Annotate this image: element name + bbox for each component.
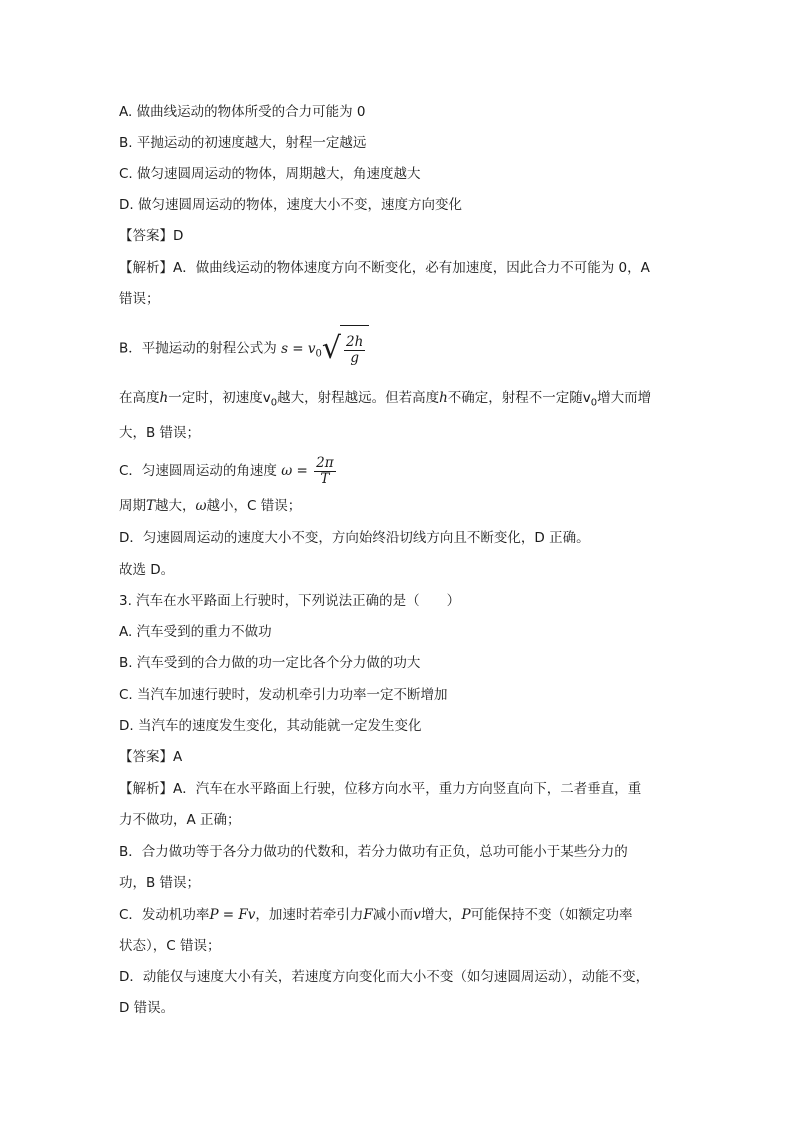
q2-option-b: B. 平抛运动的初速度越大，射程一定越远 [119, 135, 367, 151]
q2-analysis-c-line1 [119, 452, 338, 490]
q3-analysis-b-line1: B．合力做功等于各分力做功的代数和，若分力做功有正负，总功可能小于某些分力的 [119, 844, 628, 860]
q3-analysis-c-line1: C．发动机功率P = Fv，加速时若牵引力F减小而v增大，P可能保持不变（如额定功率 [119, 907, 633, 923]
q3-analysis-a-line2: 力不做功，A 正确； [119, 812, 241, 828]
q2-analysis-a-line1 [119, 259, 650, 277]
answer-value: A [173, 749, 183, 765]
q3-stem: 3. 汽车在水平路面上行驶时，下列说法正确的是（ ） [119, 593, 461, 609]
q3-analysis-c-line2: 状态），C 错误； [119, 938, 221, 954]
analysis-text: C．匀速圆周运动的角速度 [119, 463, 277, 479]
q3-option-d: D. 当汽车的速度发生变化，其动能就一定发生变化 [119, 718, 422, 734]
answer-tag: 【答案】 [119, 749, 173, 765]
analysis-tag: 【解析】 [119, 260, 173, 276]
analysis-text: A．汽车在水平路面上行驶，位移方向水平，重力方向竖直向下，二者垂直，重 [173, 781, 642, 797]
q3-analysis-b-line2: 功，B 错误； [119, 875, 201, 891]
power-formula: P = Fv [209, 907, 256, 923]
q2-analysis-b-line2: 在高度h一定时，初速度$v_0$越大，射程越远。但若高度h不确定，射程不一定随$v_0$增大而增 [119, 390, 652, 409]
q3-analysis-d-line1: D．动能仅与速度大小有关，若速度方向变化而大小不变（如匀速圆周运动），动能不变， [119, 969, 650, 985]
analysis-text: B．平抛运动的射程公式为 [119, 340, 277, 357]
sqrt-expression: √ $\frac{2h}{g}$ [322, 325, 369, 373]
q2-analysis-b-line1 [119, 325, 369, 377]
analysis-tag: 【解析】 [119, 781, 173, 797]
answer-value: D [173, 228, 184, 244]
q3-analysis-a-line1 [119, 780, 641, 798]
q2-analysis-a-line2: 错误； [119, 291, 160, 307]
q2-option-a: A. 做曲线运动的物体所受的合力可能为 0 [119, 104, 366, 120]
q3-option-b: B. 汽车受到的合力做的功一定比各个分力做的功大 [119, 655, 421, 671]
q3-option-a: A. 汽车受到的重力不做功 [119, 624, 272, 640]
q3-analysis-d-line2: D 错误。 [119, 1000, 175, 1016]
q2-conclusion: 故选 D。 [119, 562, 175, 578]
q3-option-c: C. 当汽车加速行驶时，发动机牵引力功率一定不断增加 [119, 687, 448, 703]
q2-analysis-d: D．匀速圆周运动的速度大小不变，方向始终沿切线方向且不断变化，D 正确。 [119, 530, 590, 546]
q3-answer-line [119, 748, 182, 766]
q2-analysis-c-line2: 周期T越大，ω越小，C 错误； [119, 498, 302, 514]
angular-velocity-formula: ω = $\frac{2\pi}{T}$ [281, 455, 334, 487]
q2-answer-line [119, 227, 183, 245]
analysis-text: A．做曲线运动的物体速度方向不断变化，必有加速度，因此合力不可能为 0，A [173, 260, 650, 276]
q2-option-c: C. 做匀速圆周运动的物体，周期越大，角速度越大 [119, 166, 421, 182]
q2-option-d: D. 做匀速圆周运动的物体，速度大小不变，速度方向变化 [119, 197, 462, 213]
q2-analysis-b-line3: 大，B 错误； [119, 425, 201, 441]
range-formula: $s = v_0$ √ $\frac{2h}{g}$ [281, 341, 369, 357]
answer-tag: 【答案】 [119, 228, 173, 244]
